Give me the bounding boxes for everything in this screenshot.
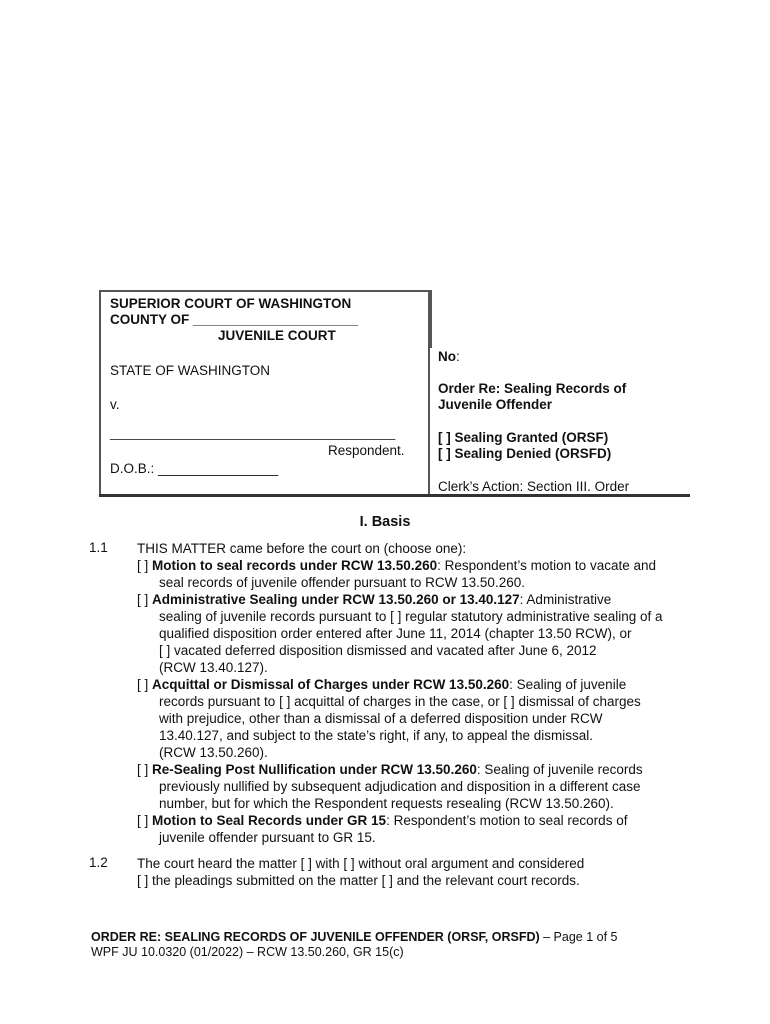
section-number-1-2: 1.2	[89, 855, 108, 870]
caption-bottom-border	[99, 494, 690, 497]
respondent-label: Respondent.	[328, 443, 405, 458]
order-title-line1: Order Re: Sealing Records of	[438, 381, 627, 396]
sealing-granted-option: [ ] Sealing Granted (ORSF)	[438, 430, 609, 445]
order-title-line2: Juvenile Offender	[438, 397, 553, 412]
court-name: SUPERIOR COURT OF WASHINGTON	[110, 296, 352, 311]
state-label: STATE OF WASHINGTON	[110, 363, 271, 378]
text-line: The court heard the matter [ ] with [ ] without oral argument and considered	[137, 856, 585, 871]
text-line: (RCW 13.50.260).	[159, 745, 268, 760]
caption-divider	[428, 290, 430, 494]
respondent-name-line: ______________________________________	[110, 425, 396, 440]
case-number-label: No:	[438, 349, 460, 364]
option-motion-seal-rcw: [ ] Motion to seal records under RCW 13.50.260: Respondent’s motion to vacate and	[137, 558, 656, 573]
versus-label: v.	[110, 397, 120, 412]
sealing-denied-option: [ ] Sealing Denied (ORSFD)	[438, 446, 612, 461]
section-number-1-1: 1.1	[89, 540, 108, 555]
option-administrative-sealing: [ ] Administrative Sealing under RCW 13.50.260 or 13.40.127: Administrative	[137, 592, 612, 607]
option-resealing-post-nullification: [ ] Re-Sealing Post Nullification under RCW 13.50.260: Sealing of juvenile records	[137, 762, 643, 777]
text-line: records pursuant to [ ] acquittal of charges in the case, or [ ] dismissal of charges	[159, 694, 641, 709]
text-line: seal records of juvenile offender pursuant to RCW 13.50.260.	[159, 575, 525, 590]
text-line: number, but for which the Respondent requests resealing (RCW 13.50.260).	[159, 796, 614, 811]
text-line: (RCW 13.40.127).	[159, 660, 268, 675]
text-line: [ ] vacated deferred disposition dismissed and vacated after June 6, 2012	[159, 643, 597, 658]
text-line: [ ] the pleadings submitted on the matter [ ] and the relevant court records.	[137, 873, 580, 888]
dob-field: D.O.B.: ________________	[110, 461, 279, 476]
section-1-2-body	[137, 855, 584, 889]
text-line: sealing of juvenile records pursuant to [ ] regular statutory administrative sealing of a	[159, 609, 663, 624]
footer-form-number: WPF JU 10.0320 (01/2022) – RCW 13.50.260, GR 15(c)	[91, 945, 404, 959]
court-caption-box	[99, 290, 432, 348]
section-1-1-body	[137, 540, 663, 846]
juvenile-court-label: JUVENILE COURT	[218, 328, 336, 343]
clerks-action: Clerk’s Action: Section III. Order	[438, 479, 630, 494]
section-heading-basis: I. Basis	[359, 514, 411, 530]
county-line: COUNTY OF ______________________	[110, 312, 359, 327]
section-1-1-intro: THIS MATTER came before the court on (choose one):	[137, 541, 467, 556]
text-line: with prejudice, other than a dismissal of a deferred disposition under RCW	[159, 711, 603, 726]
text-line: previously nullified by subsequent adjudication and disposition in a different case	[159, 779, 641, 794]
option-acquittal-dismissal: [ ] Acquittal or Dismissal of Charges under RCW 13.50.260: Sealing of juvenile	[137, 677, 627, 692]
footer-title: ORDER RE: SEALING RECORDS OF JUVENILE OFFENDER (ORSF, ORSFD) – Page 1 of 5	[91, 930, 618, 944]
text-line: juvenile offender pursuant to GR 15.	[159, 830, 376, 845]
text-line: qualified disposition order entered after June 11, 2014 (chapter 13.50 RCW), or	[159, 626, 632, 641]
caption-left-border	[99, 346, 101, 494]
text-line: 13.40.127, and subject to the state’s right, if any, to appeal the dismissal.	[159, 728, 594, 743]
option-motion-seal-gr15: [ ] Motion to Seal Records under GR 15: Respondent’s motion to seal records of	[137, 813, 628, 828]
